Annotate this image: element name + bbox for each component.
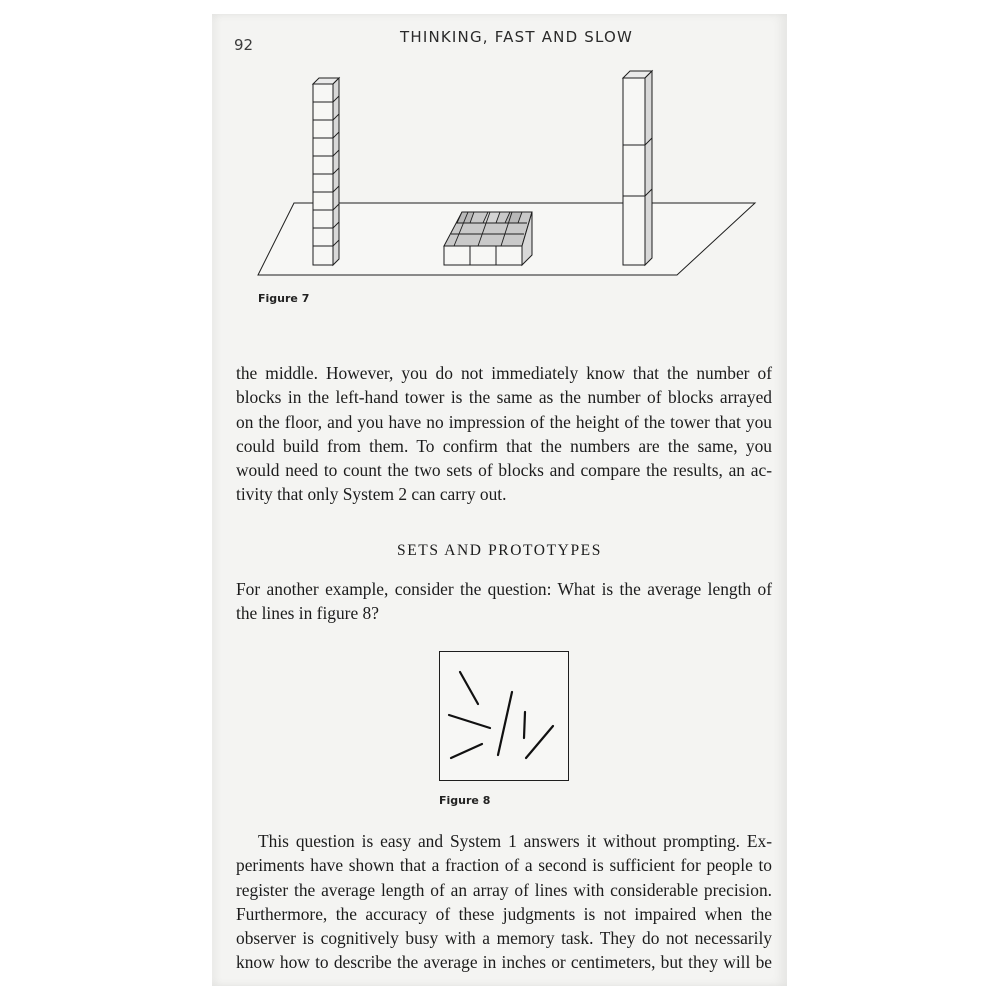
figure-7-illustration (212, 14, 787, 314)
right-tower (623, 71, 652, 265)
text-line: register the average length of an array of lines with considerable precision. (236, 879, 772, 900)
book-page (212, 14, 787, 986)
text-line: blocks in the left-hand tower is the same as the number of blocks arrayed (236, 387, 772, 408)
text-line: would need to count the two sets of blocks and compare the results, an ac- (236, 460, 772, 481)
figure-8-caption: Figure 8 (439, 794, 491, 807)
text-line: know how to describe the average in inches or centimeters, but they will be (236, 952, 772, 973)
figure-8-illustration (439, 651, 569, 781)
text-line: For another example, consider the question: What is the average length of (236, 579, 772, 599)
text-line: observer is cognitively busy with a memory task. They do not necessarily (236, 928, 772, 949)
text-line: periments have shown that a fraction of a second is sufficient for people to (236, 855, 772, 876)
text-line: the lines in figure 8? (236, 603, 379, 624)
text-line: This question is easy and System 1 answers it without prompting. Ex- (258, 831, 772, 851)
text-line: tivity that only System 2 can carry out. (236, 484, 507, 505)
left-tower (313, 78, 339, 265)
text-line: on the floor, and you have no impression of the height of the tower that you (236, 411, 772, 432)
paragraph-2 (236, 577, 772, 626)
running-head-title: THINKING, FAST AND SLOW (400, 28, 634, 46)
paragraph-1 (236, 361, 772, 507)
figure-8-lines (449, 672, 553, 758)
text-line: could build from them. To confirm that the numbers are the same, you (236, 435, 772, 456)
text-line: the middle. However, you do not immediately know that the number of (236, 363, 772, 383)
text-line: Furthermore, the accuracy of these judgments is not impaired when the (236, 903, 772, 924)
paragraph-3 (236, 829, 772, 975)
page-number: 92 (234, 36, 254, 54)
section-heading: SETS AND PROTOTYPES (397, 542, 602, 559)
figure-7-caption: Figure 7 (258, 292, 310, 305)
